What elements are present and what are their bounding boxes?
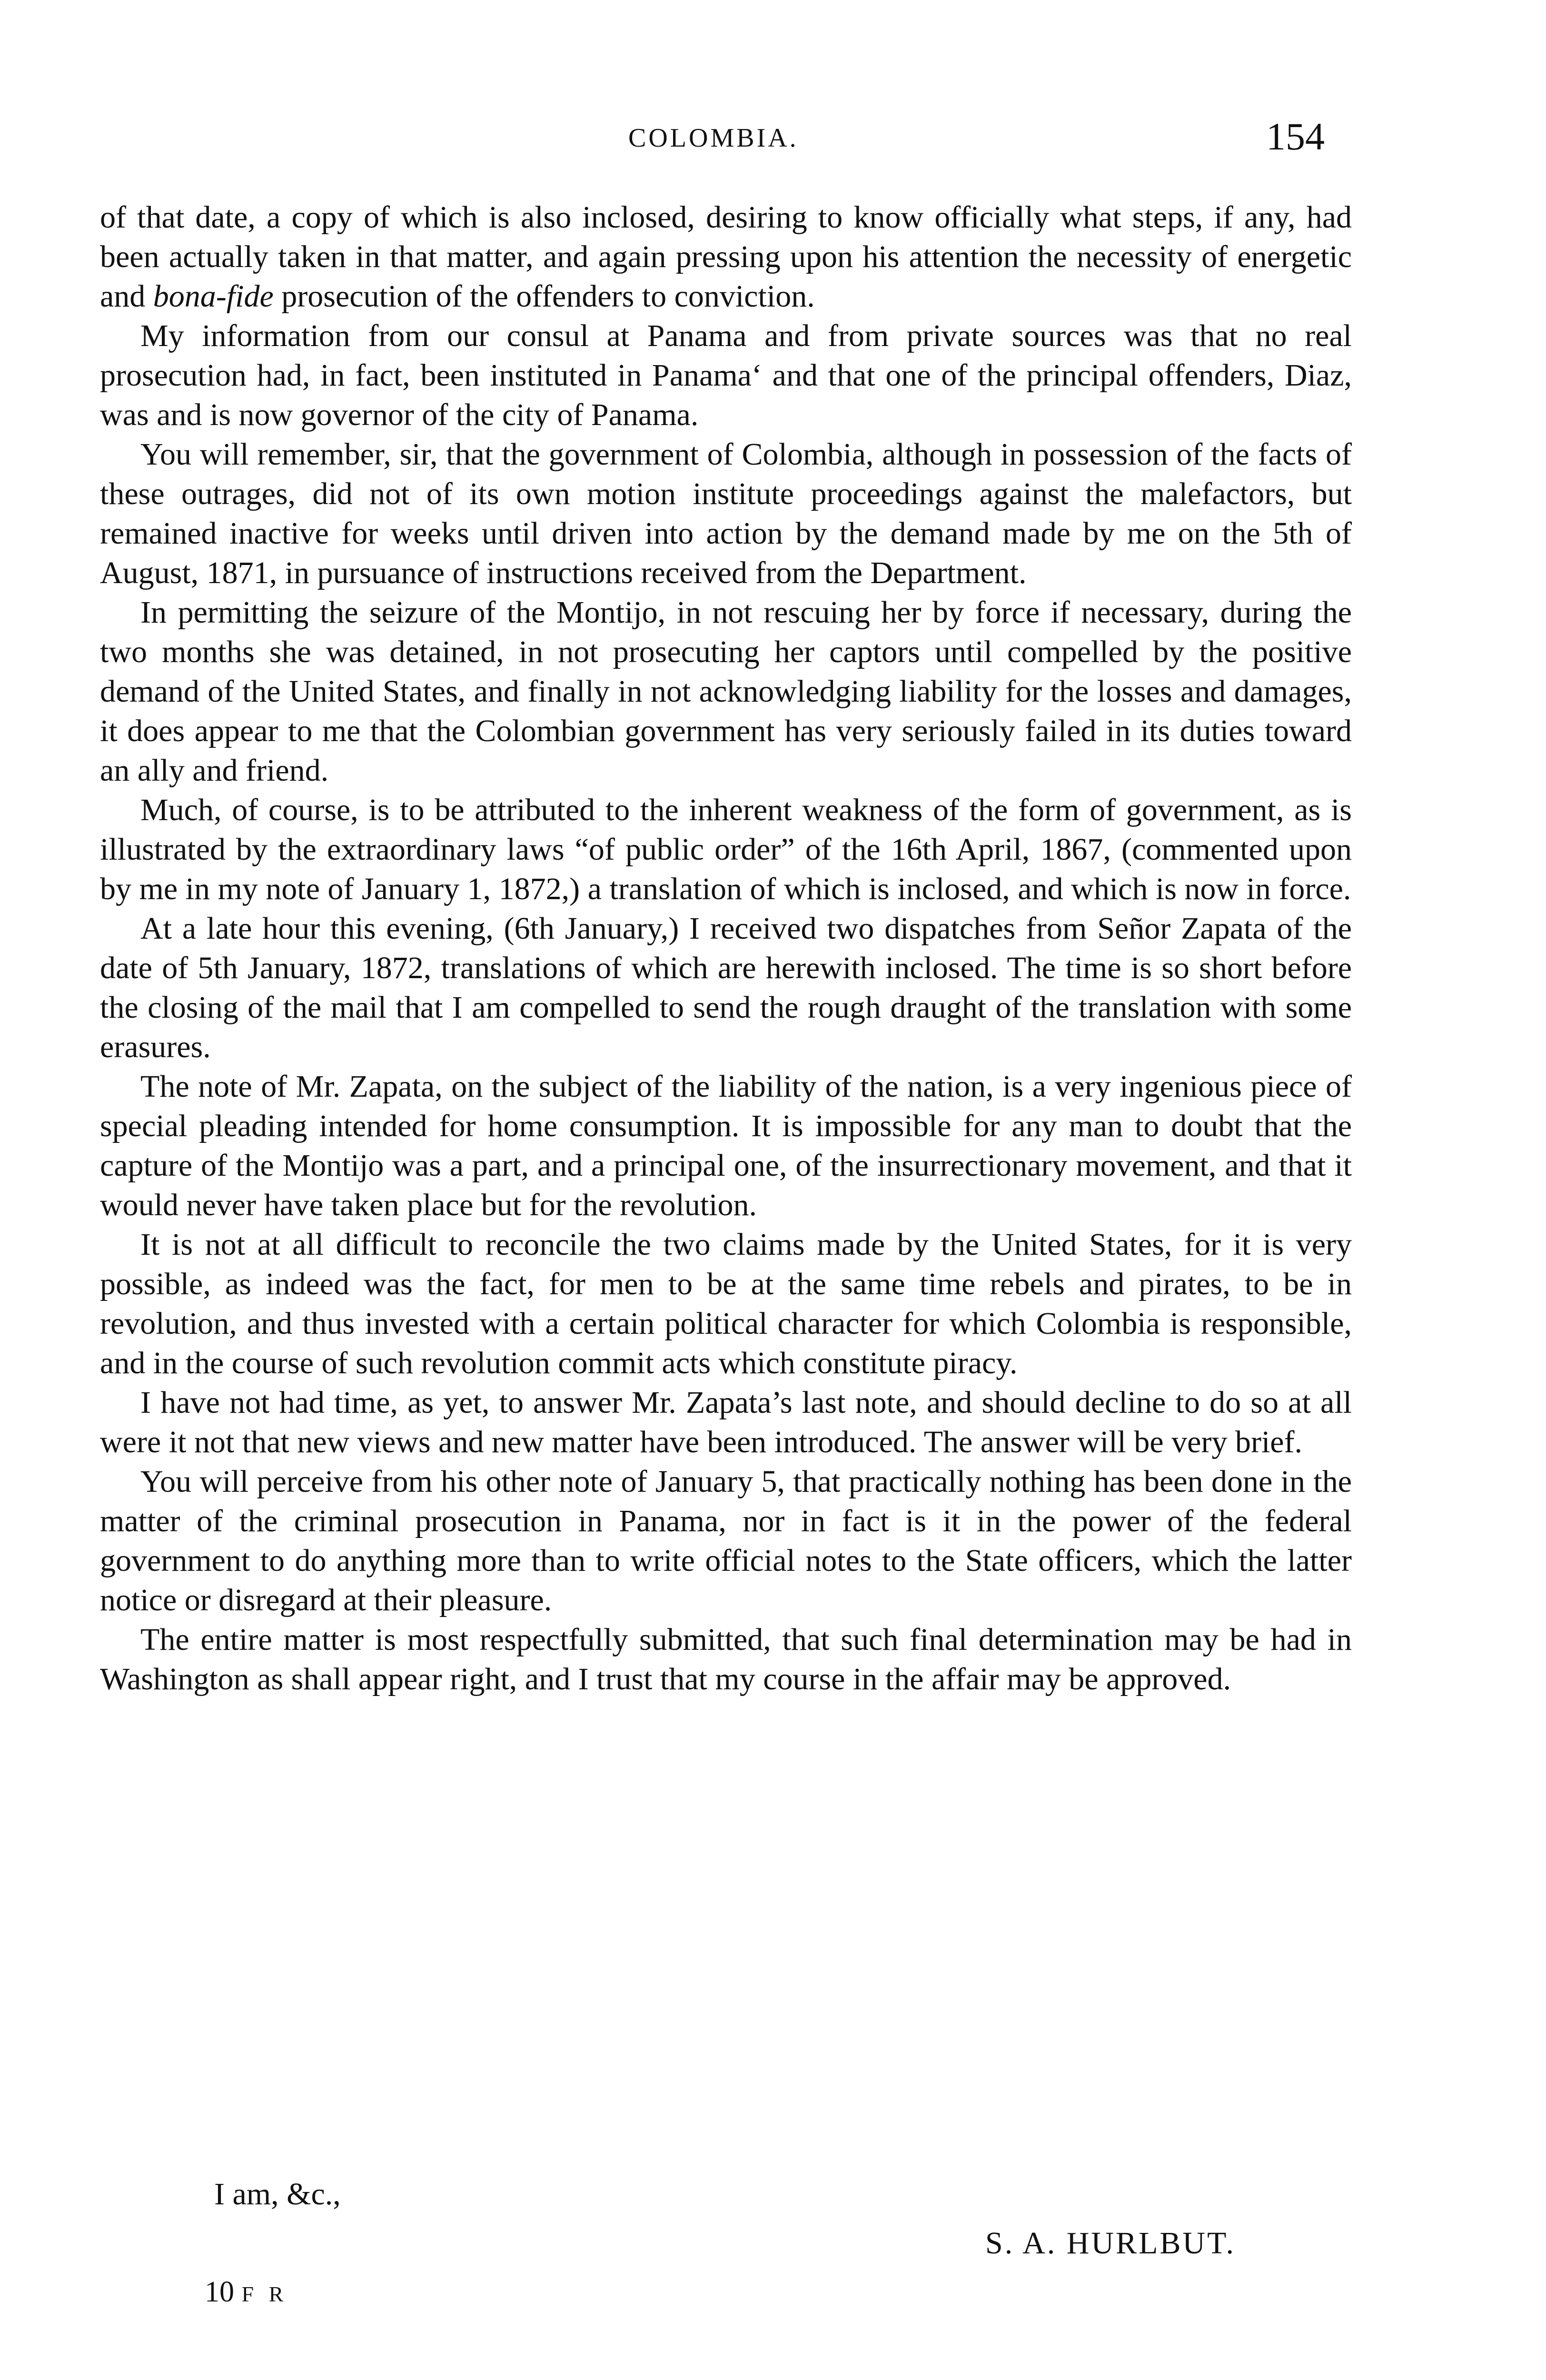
paragraph-1-text-end: prosecution of the offenders to conviction. (273, 279, 815, 314)
paragraph-5: Much, of course, is to be attributed to the inherent weakness of the form of government, as is illustrated by the extraordinary laws “of public order” of the 16th April, 1867, (commented upon by me in my note of January 1, 1872,) a translation of which is inclosed, and which is now in force. (100, 793, 1352, 906)
paragraph-1 (100, 198, 1352, 316)
paragraph-3: You will remember, sir, that the government of Colombia, although in possession of the facts of these outrages, did not of its own motion institute proceedings against the malefactors, but remained inactive for weeks until driven into action by the demand made by me on the 5th of August, 1871, in pursuance of instructions received from the Department. (100, 437, 1352, 590)
paragraph-2: My information from our consul at Panama and from private sources was that no real prosecution had, in fact, been instituted in Panama‘ and that one of the principal offenders, Diaz, was and is now governor of the city of Panama. (100, 318, 1352, 432)
paragraph-1-text: of that date, a copy of which is also inclosed, desiring to know officially what steps, if any, had been actually taken in that matter, and again pressing upon his attention the necessity of energetic and (100, 200, 1352, 314)
page-header (0, 114, 1546, 167)
paragraph-11: The entire matter is most respectfully submitted, that such final determination may be had in Washington as shall appear right, and I trust that my course in the affair may be approved. (100, 1622, 1352, 1696)
page-number: 154 (1266, 115, 1325, 158)
paragraph-9: I have not had time, as yet, to answer Mr. Zapata’s last note, and should decline to do so at all were it not that new views and new matter have been introduced. The answer will be very brief. (100, 1385, 1352, 1459)
paragraph-1-italic-term: bona-fide (153, 279, 274, 314)
paragraph-7: The note of Mr. Zapata, on the subject of the liability of the nation, is a very ingenious piece of special pleading intended for home consumption. It is impossible for any man to doubt that the capture of the Montijo was a part, and a principal one, of the insurrectionary movement, and that it would never have taken place but for the revolution. (100, 1069, 1352, 1222)
signature-mark-letters: F R (241, 2282, 288, 2306)
signature-mark-number: 10 (205, 2276, 234, 2308)
signature-mark (205, 2275, 288, 2309)
paragraph-8: It is not at all difficult to reconcile the two claims made by the United States, for it is very possible, as indeed was the fact, for men to be at the same time rebels and pirates, to be in revolution, and thus invested with a certain political character for which Colombia is responsible, and in the course of such revolution commit acts which constitute piracy. (100, 1227, 1352, 1380)
closing-salutation: I am, &c., (214, 2177, 341, 2211)
paragraph-10: You will perceive from his other note of January 5, that practically nothing has been done in the matter of the criminal prosecution in Panama, nor in fact is it in the power of the federal government to do anything more than to write official notes to the State officers, which the latter notice or disregard at their pleasure. (100, 1464, 1352, 1617)
signature: S. A. HURLBUT. (985, 2226, 1236, 2261)
paragraph-4: In permitting the seizure of the Montijo, in not rescuing her by force if necessary, during the two months she was detained, in not prosecuting her captors until compelled by the positive demand of the United States, and finally in not acknowledging liability for the losses and damages, it does appear to me that the Colombian government has very seriously failed in its duties toward an ally and friend. (100, 595, 1352, 788)
paragraph-6: At a late hour this evening, (6th January,) I received two dispatches from Señor Zapata of the date of 5th January, 1872, translations of which are herewith inclosed. The time is so short before the closing of the mail that I am compelled to send the rough draught of the translation with some erasures. (100, 911, 1352, 1064)
running-title: COLOMBIA. (628, 123, 799, 153)
letter-body (100, 198, 1352, 1699)
